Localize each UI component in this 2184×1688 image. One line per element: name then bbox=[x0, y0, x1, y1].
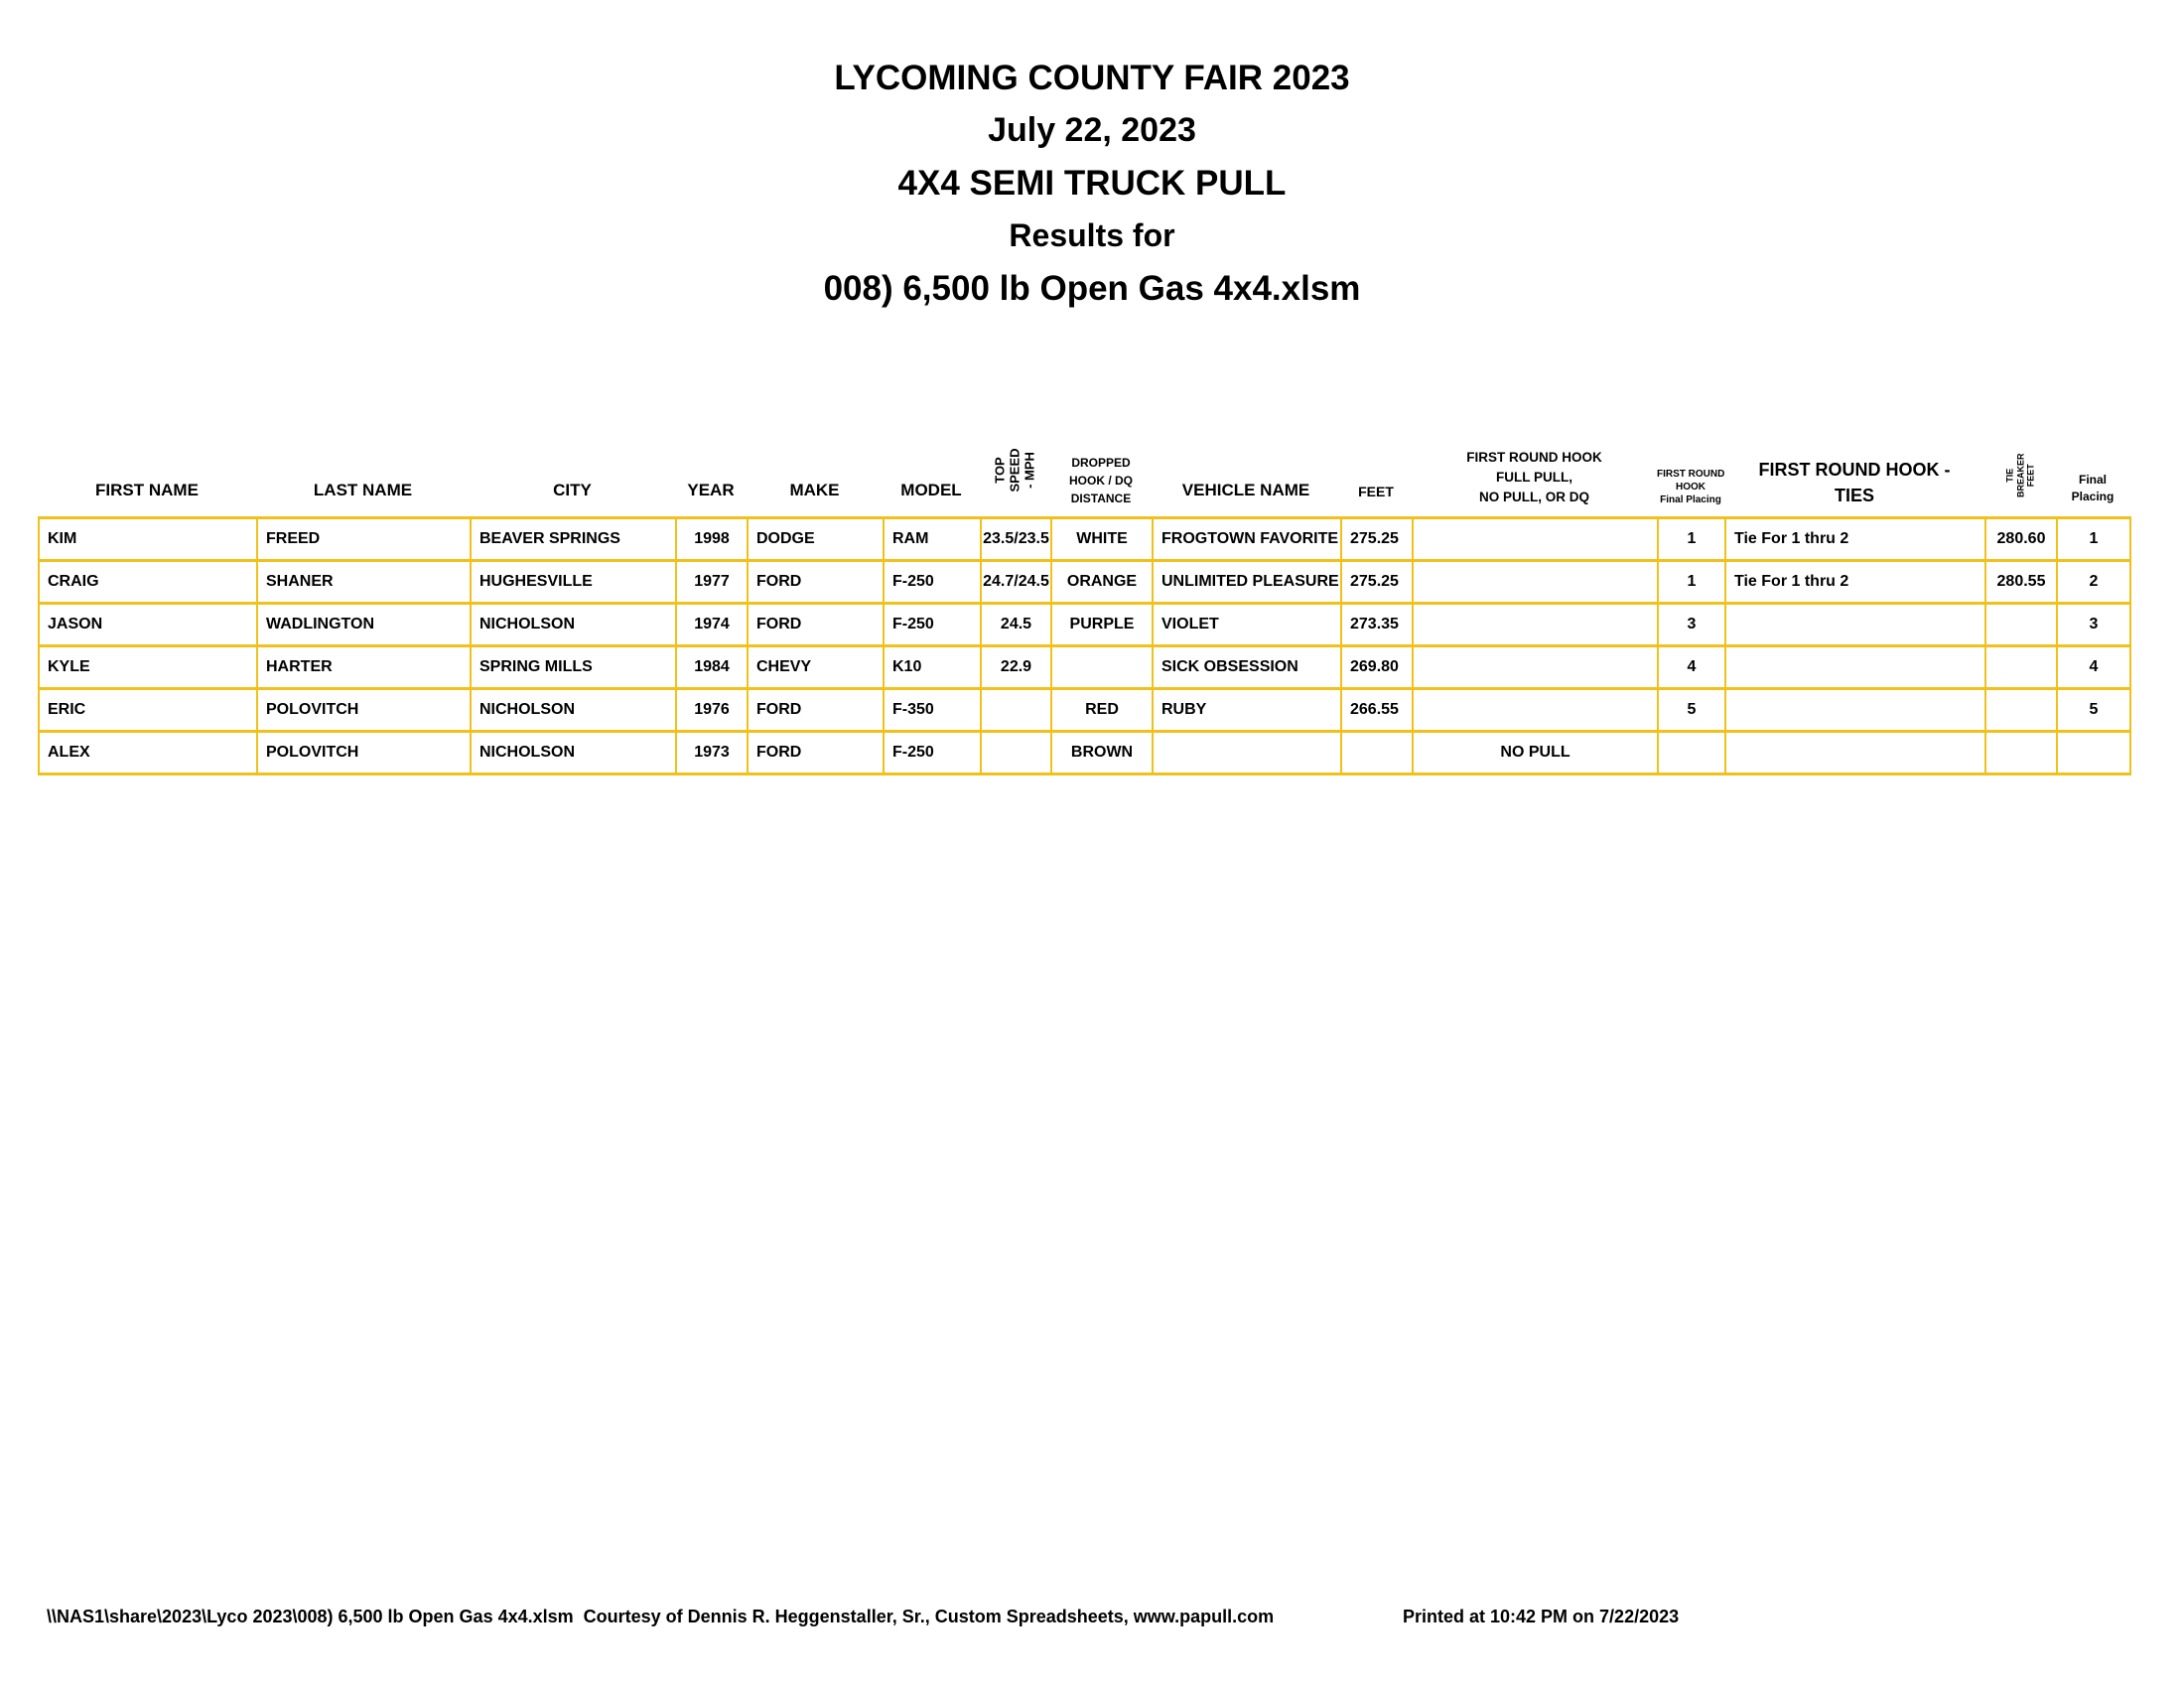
cell-frh-placing bbox=[1659, 733, 1726, 775]
cell-year: 1973 bbox=[677, 733, 749, 775]
column-header-year: YEAR bbox=[687, 481, 735, 499]
cell-last-name: WADLINGTON bbox=[258, 605, 472, 647]
cell-first-name: KYLE bbox=[40, 647, 258, 690]
cell-last-name: POLOVITCH bbox=[258, 733, 472, 775]
cell-first-name: CRAIG bbox=[40, 562, 258, 605]
cell-last-name: SHANER bbox=[258, 562, 472, 605]
table-row bbox=[40, 733, 2131, 775]
cell-tie-breaker-feet bbox=[1986, 690, 2058, 733]
cell-feet: 275.25 bbox=[1342, 519, 1414, 562]
table-row bbox=[40, 605, 2131, 647]
cell-vehicle-name: UNLIMITED PLEASURE bbox=[1154, 562, 1342, 605]
cell-model: RAM bbox=[885, 519, 982, 562]
cell-tie-breaker-feet bbox=[1986, 647, 2058, 690]
cell-feet: 273.35 bbox=[1342, 605, 1414, 647]
results-table bbox=[38, 417, 2131, 775]
cell-feet: 269.80 bbox=[1342, 647, 1414, 690]
cell-top-speed-mph bbox=[982, 690, 1052, 733]
cell-full-pull bbox=[1414, 690, 1659, 733]
cell-first-name: JASON bbox=[40, 605, 258, 647]
cell-vehicle-name: FROGTOWN FAVORITE bbox=[1154, 519, 1342, 562]
cell-year: 1977 bbox=[677, 562, 749, 605]
cell-city: SPRING MILLS bbox=[472, 647, 677, 690]
cell-first-name: ERIC bbox=[40, 690, 258, 733]
cell-year: 1984 bbox=[677, 647, 749, 690]
cell-dropped-hook: BROWN bbox=[1052, 733, 1154, 775]
column-header-frh-placing: FIRST ROUND HOOK Final Placing bbox=[1657, 469, 1725, 505]
cell-vehicle-name: RUBY bbox=[1154, 690, 1342, 733]
cell-final-placing: 5 bbox=[2058, 690, 2131, 733]
title-date: July 22, 2023 bbox=[988, 111, 1196, 149]
cell-top-speed-mph: 24.7/24.5 bbox=[982, 562, 1052, 605]
cell-model: F-250 bbox=[885, 562, 982, 605]
cell-year: 1976 bbox=[677, 690, 749, 733]
cell-dropped-hook: ORANGE bbox=[1052, 562, 1154, 605]
cell-frh-placing: 3 bbox=[1659, 605, 1726, 647]
cell-final-placing: 4 bbox=[2058, 647, 2131, 690]
cell-dropped-hook bbox=[1052, 647, 1154, 690]
cell-make: FORD bbox=[749, 562, 885, 605]
cell-dropped-hook: RED bbox=[1052, 690, 1154, 733]
cell-last-name: HARTER bbox=[258, 647, 472, 690]
cell-dropped-hook: PURPLE bbox=[1052, 605, 1154, 647]
table-header-row bbox=[38, 417, 2131, 516]
table-row bbox=[40, 562, 2131, 605]
cell-final-placing: 1 bbox=[2058, 519, 2131, 562]
cell-tie-breaker-feet bbox=[1986, 733, 2058, 775]
cell-last-name: POLOVITCH bbox=[258, 690, 472, 733]
cell-frh-ties: Tie For 1 thru 2 bbox=[1726, 562, 1986, 605]
cell-final-placing: 3 bbox=[2058, 605, 2131, 647]
cell-vehicle-name bbox=[1154, 733, 1342, 775]
cell-first-name: ALEX bbox=[40, 733, 258, 775]
cell-frh-placing: 5 bbox=[1659, 690, 1726, 733]
cell-tie-breaker-feet bbox=[1986, 605, 2058, 647]
column-header-last-name: LAST NAME bbox=[313, 481, 413, 499]
title-event: LYCOMING COUNTY FAIR 2023 bbox=[834, 59, 1350, 97]
cell-feet bbox=[1342, 733, 1414, 775]
cell-make: FORD bbox=[749, 605, 885, 647]
cell-frh-ties bbox=[1726, 690, 1986, 733]
cell-year: 1998 bbox=[677, 519, 749, 562]
title-file-name: 008) 6,500 lb Open Gas 4x4.xlsm bbox=[823, 269, 1361, 308]
column-header-top-speed-mph: TOP SPEED - MPH bbox=[992, 448, 1037, 492]
column-header-vehicle-name: VEHICLE NAME bbox=[1181, 481, 1310, 499]
column-header-dropped-hook: DROPPED HOOK / DQ DISTANCE bbox=[1068, 456, 1133, 505]
cell-full-pull bbox=[1414, 519, 1659, 562]
cell-tie-breaker-feet: 280.60 bbox=[1986, 519, 2058, 562]
cell-model: K10 bbox=[885, 647, 982, 690]
column-header-tie-breaker-feet: TIE BREAKER FEET bbox=[2004, 452, 2036, 497]
cell-vehicle-name: SICK OBSESSION bbox=[1154, 647, 1342, 690]
title-pull-class: 4X4 SEMI TRUCK PULL bbox=[897, 164, 1287, 203]
cell-top-speed-mph: 22.9 bbox=[982, 647, 1052, 690]
table-row bbox=[40, 519, 2131, 562]
cell-tie-breaker-feet: 280.55 bbox=[1986, 562, 2058, 605]
cell-vehicle-name: VIOLET bbox=[1154, 605, 1342, 647]
cell-full-pull bbox=[1414, 605, 1659, 647]
cell-feet: 266.55 bbox=[1342, 690, 1414, 733]
cell-dropped-hook: WHITE bbox=[1052, 519, 1154, 562]
cell-make: CHEVY bbox=[749, 647, 885, 690]
cell-year: 1974 bbox=[677, 605, 749, 647]
column-header-first-name: FIRST NAME bbox=[95, 481, 199, 499]
cell-frh-ties: Tie For 1 thru 2 bbox=[1726, 519, 1986, 562]
cell-city: NICHOLSON bbox=[472, 605, 677, 647]
cell-city: HUGHESVILLE bbox=[472, 562, 677, 605]
cell-model: F-350 bbox=[885, 690, 982, 733]
cell-final-placing: 2 bbox=[2058, 562, 2131, 605]
cell-first-name: KIM bbox=[40, 519, 258, 562]
cell-frh-ties bbox=[1726, 647, 1986, 690]
footer-printed-timestamp: Printed at 10:42 PM on 7/22/2023 bbox=[1403, 1607, 1680, 1626]
column-header-feet: FEET bbox=[1358, 484, 1394, 499]
cell-frh-ties bbox=[1726, 605, 1986, 647]
cell-frh-placing: 1 bbox=[1659, 562, 1726, 605]
footer-file-path: \\NAS1\share\2023\Lyco 2023\008) 6,500 lb Open Gas 4x4.xlsm Courtesy of Dennis R. Heggenstaller, Sr., Custom Spreadsheets, www.papull.com bbox=[47, 1607, 1275, 1626]
cell-feet: 275.25 bbox=[1342, 562, 1414, 605]
column-header-final-placing: Final Placing bbox=[2071, 473, 2115, 503]
cell-final-placing bbox=[2058, 733, 2131, 775]
column-header-make: MAKE bbox=[789, 481, 840, 499]
cell-make: FORD bbox=[749, 690, 885, 733]
cell-full-pull: NO PULL bbox=[1414, 733, 1659, 775]
cell-frh-placing: 1 bbox=[1659, 519, 1726, 562]
cell-top-speed-mph: 24.5 bbox=[982, 605, 1052, 647]
cell-city: BEAVER SPRINGS bbox=[472, 519, 677, 562]
cell-full-pull bbox=[1414, 647, 1659, 690]
table-body bbox=[38, 516, 2131, 775]
cell-make: FORD bbox=[749, 733, 885, 775]
cell-top-speed-mph bbox=[982, 733, 1052, 775]
table-row bbox=[40, 647, 2131, 690]
cell-make: DODGE bbox=[749, 519, 885, 562]
cell-frh-ties bbox=[1726, 733, 1986, 775]
cell-last-name: FREED bbox=[258, 519, 472, 562]
cell-city: NICHOLSON bbox=[472, 690, 677, 733]
cell-frh-placing: 4 bbox=[1659, 647, 1726, 690]
report-header bbox=[0, 52, 2184, 315]
cell-city: NICHOLSON bbox=[472, 733, 677, 775]
cell-full-pull bbox=[1414, 562, 1659, 605]
column-header-full-pull: FIRST ROUND HOOK FULL PULL, NO PULL, OR DQ bbox=[1466, 450, 1602, 504]
column-header-frh-ties: FIRST ROUND HOOK - TIES bbox=[1758, 460, 1951, 505]
column-header-city: CITY bbox=[553, 481, 592, 499]
cell-model: F-250 bbox=[885, 733, 982, 775]
title-results-label: Results for bbox=[1009, 217, 1175, 253]
cell-top-speed-mph: 23.5/23.5 bbox=[982, 519, 1052, 562]
cell-model: F-250 bbox=[885, 605, 982, 647]
column-header-model: MODEL bbox=[900, 481, 962, 499]
table-row bbox=[40, 690, 2131, 733]
